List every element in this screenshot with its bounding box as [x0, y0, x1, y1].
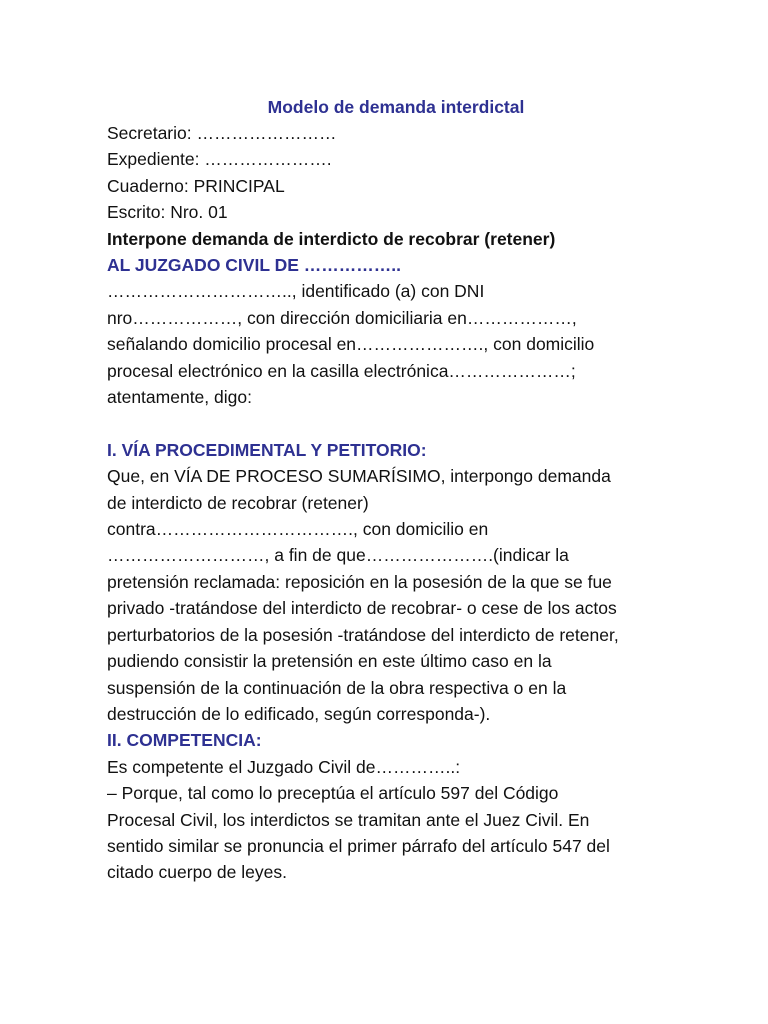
section1-line: contra……………………………., con domicilio en [107, 519, 489, 540]
document-subject: Interpone demanda de interdicto de recobrar (retener) [107, 228, 556, 249]
header-line-secretario: Secretario: …………………… [107, 123, 337, 143]
header-line-cuaderno: Cuaderno: PRINCIPAL [107, 175, 285, 196]
intro-line: atentamente, digo: [107, 387, 252, 408]
paragraph-gap [107, 410, 667, 436]
section1-line: destrucción de lo edificado, según corresponda-). [107, 703, 491, 724]
section2-line: Procesal Civil, los interdictos se tramitan ante el Juez Civil. En [107, 809, 590, 830]
section1-line: privado -tratándose del interdicto de recobrar- o cese de los actos [107, 598, 617, 619]
addressee-heading: AL JUZGADO CIVIL DE …………….. [107, 255, 401, 276]
section2-line: sentido similar se pronuncia el primer párrafo del artículo 547 del [107, 835, 610, 856]
section1-line: de interdicto de recobrar (retener) [107, 492, 369, 513]
section1-line: suspensión de la continuación de la obra respectiva o en la [107, 677, 567, 698]
section2-line: – Porque, tal como lo preceptúa el artículo 597 del Código [107, 783, 559, 804]
section1-line: perturbatorios de la posesión -tratándose del interdicto de retener, [107, 624, 619, 645]
document-page [107, 94, 667, 886]
section2-heading: II. COMPETENCIA: [107, 730, 262, 751]
section1-line: pretensión reclamada: reposición en la posesión de la que se fue [107, 571, 612, 592]
section1-line: Que, en VÍA DE PROCESO SUMARÍSIMO, interpongo demanda [107, 466, 611, 487]
header-line-expediente: Expediente: …………………. [107, 149, 332, 170]
intro-line: nro………………, con dirección domiciliaria en………………, [107, 307, 577, 328]
document-title: Modelo de demanda interdictal [267, 97, 525, 117]
intro-line: procesal electrónico en la casilla electrónica…………………; [107, 360, 576, 381]
intro-line: ………………………….., identificado (a) con DNI [107, 281, 485, 302]
section1-line: pudiendo consistir la pretensión en este último caso en la [107, 651, 552, 672]
section2-line: Es competente el Juzgado Civil de…………..: [107, 756, 461, 777]
intro-line: señalando domicilio procesal en…………………., con domicilio [107, 334, 595, 355]
section1-line: ………………………, a fin de que………………….(indicar la [107, 545, 569, 566]
section2-line: citado cuerpo de leyes. [107, 862, 287, 883]
header-line-escrito: Escrito: Nro. 01 [107, 202, 228, 223]
section1-heading: I. VÍA PROCEDIMENTAL Y PETITORIO: [107, 439, 427, 460]
